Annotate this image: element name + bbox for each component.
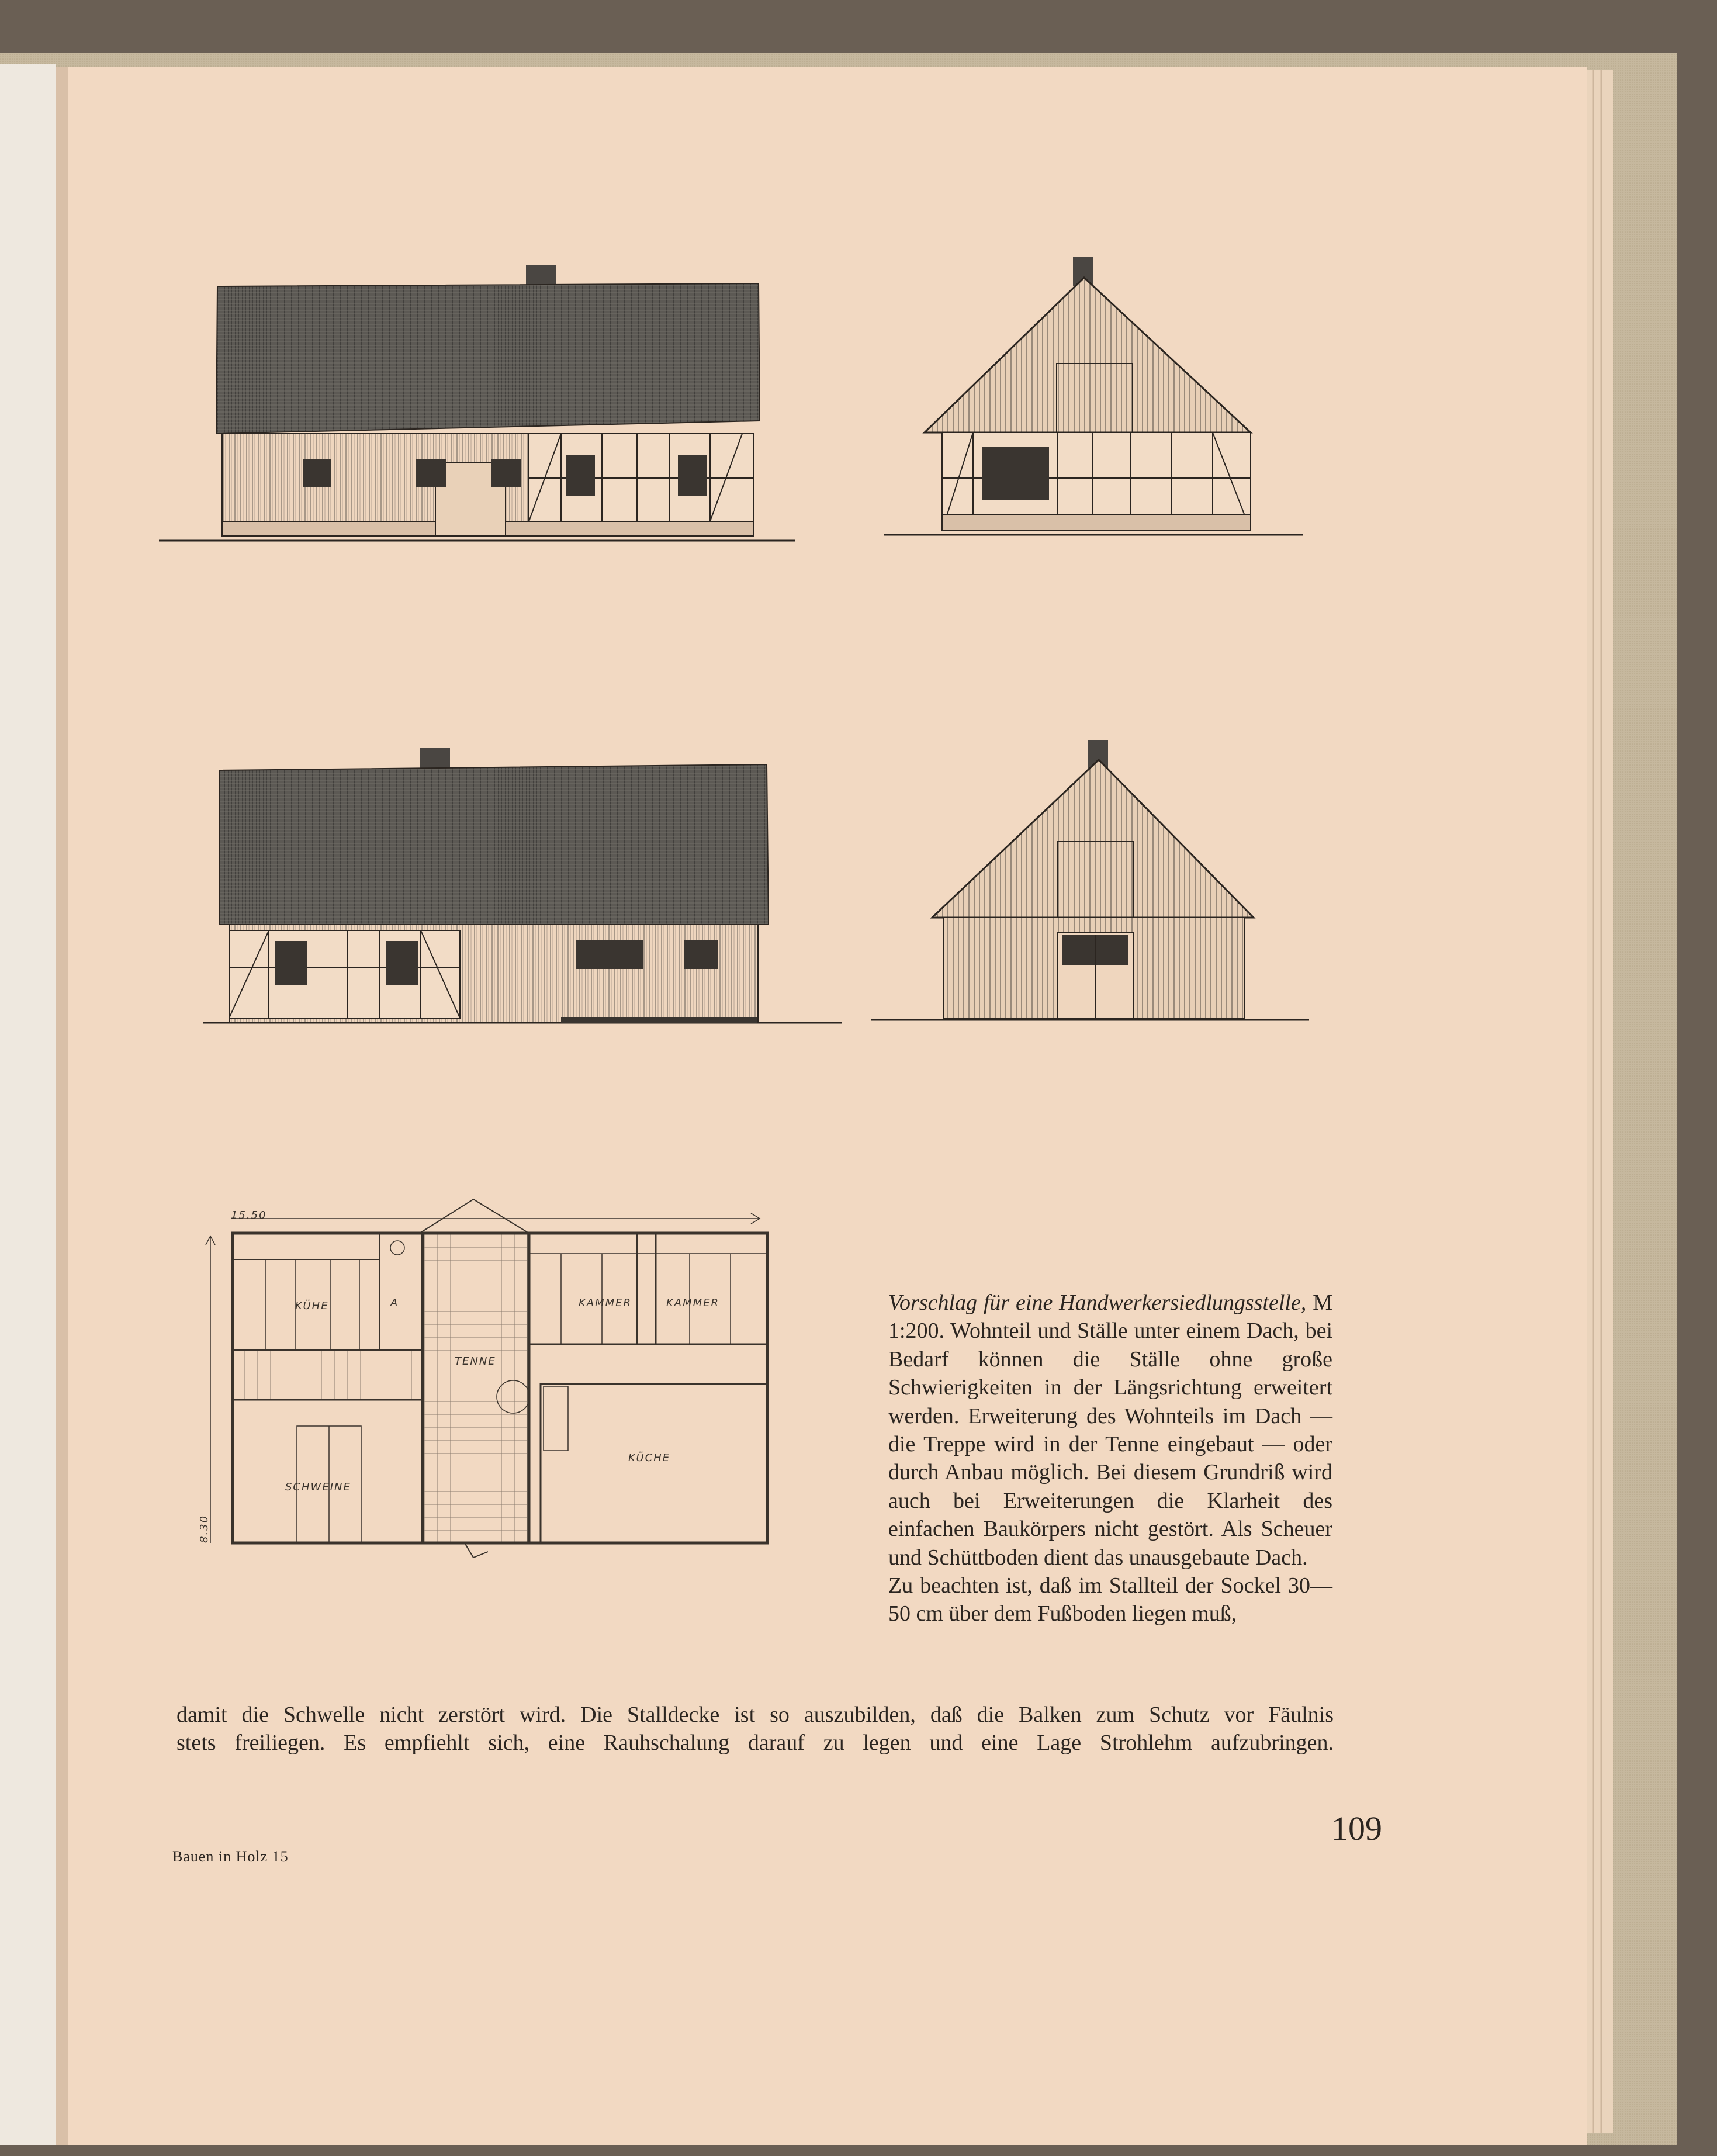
caption-text-2: Zu beachten ist, daß im Stallteil der Sockel 30—50 cm über dem Fußboden liegen muß,: [888, 1573, 1332, 1626]
dimension-top: 15.50: [231, 1209, 267, 1221]
elevation-middle-long: [203, 748, 842, 1023]
dimension-side: 8.30: [198, 1514, 210, 1543]
body-text: [176, 1701, 1334, 1757]
body-line-2: stets freiliegen. Es empfiehlt sich, eine Rauhschalung darauf zu legen und eine Lage Strohlehm aufzubringen.: [176, 1731, 1334, 1755]
room-tenne: TENNE: [455, 1355, 496, 1368]
running-footer: Bauen in Holz 15: [172, 1848, 289, 1865]
room-kammer-1: KAMMER: [579, 1297, 632, 1309]
figure-caption: [888, 1289, 1332, 1628]
caption-title: Vorschlag für eine Handwerkersiedlungsstelle,: [888, 1290, 1307, 1315]
room-a: A: [390, 1297, 399, 1309]
body-line-1: damit die Schwelle nicht zerstört wird. Die Stalldecke ist so auszubilden, daß die Balken zum Schutz vor Fäulnis: [176, 1702, 1334, 1727]
room-kuhe: KÜHE: [295, 1300, 329, 1312]
room-kuche: KÜCHE: [628, 1452, 671, 1464]
page-number: 109: [1331, 1809, 1382, 1847]
elevation-top-long: [159, 265, 795, 541]
room-schweine: SCHWEINE: [285, 1481, 351, 1493]
room-kammer-2: KAMMER: [666, 1297, 720, 1309]
caption-text-1: M 1:200. Wohnteil und Ställe unter einem Dach, bei Bedarf können die Ställe ohne große Schwierigkeiten in der Längsrichtung erweitert werden. Erweiterung des Wohnteils im Dach — die Treppe wird in der Tenne eingebaut — oder durch Anbau möglich. Bei diesem Grundriß wird auch bei Erweiterungen die Klarheit des einfachen Baukörpers nicht gestört. Als Scheuer und Schüttboden dient das unausgebaute Dach.: [888, 1290, 1332, 1570]
